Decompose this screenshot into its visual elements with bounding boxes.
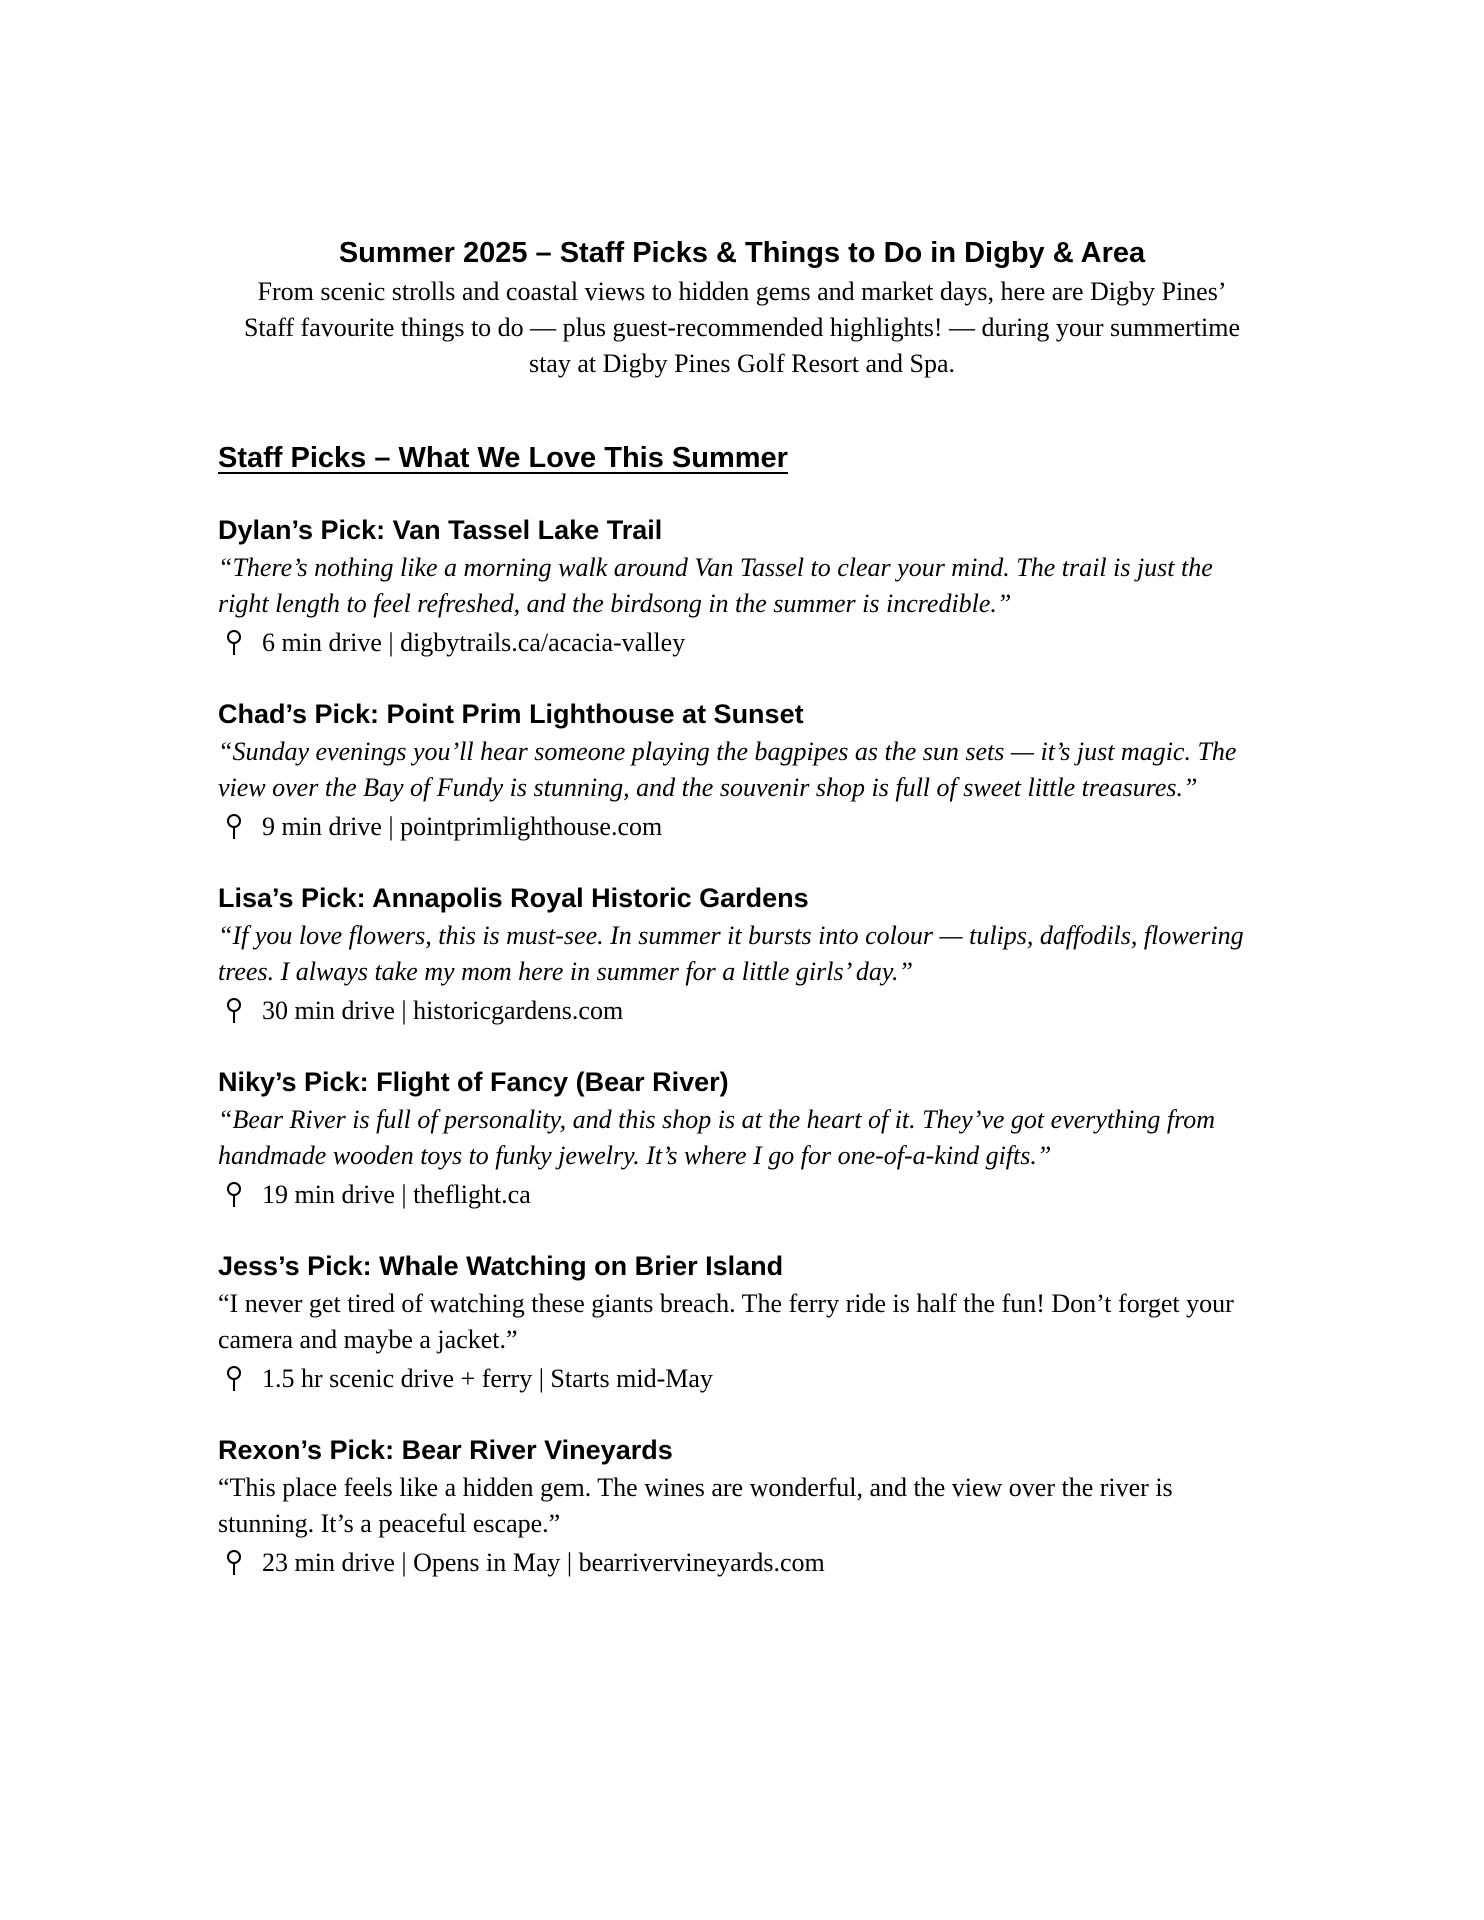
pick-info — [218, 808, 1266, 846]
pick-item — [218, 1062, 1266, 1214]
pick-info-text: 1.5 hr scenic drive + ferry | Starts mid-May — [262, 1364, 713, 1393]
pick-info — [218, 624, 1266, 662]
pick-info — [218, 1176, 1266, 1214]
pick-info-text: 30 min drive | historicgardens.com — [262, 996, 624, 1025]
pick-title: Dylan’s Pick: Van Tassel Lake Trail — [218, 515, 663, 545]
pick-title: Jess’s Pick: Whale Watching on Brier Island — [218, 1251, 784, 1281]
pick-quote: “If you love flowers, this is must-see. In summer it bursts into colour — tulips, daffodils, flowering trees. I always take my mom here in summer for a little girls’ day.” — [218, 921, 1244, 986]
pick-item — [218, 878, 1266, 1030]
pick-item — [218, 694, 1266, 846]
location-pin-icon — [222, 1365, 246, 1393]
pick-info-text: 9 min drive | pointprimlighthouse.com — [262, 812, 663, 841]
pick-item — [218, 1246, 1266, 1398]
pick-info-text: 6 min drive | digbytrails.ca/acacia-valley — [262, 628, 686, 657]
location-pin-icon — [222, 813, 246, 841]
location-pin-icon — [222, 1181, 246, 1209]
pick-item — [218, 1430, 1266, 1582]
pick-title: Rexon’s Pick: Bear River Vineyards — [218, 1435, 673, 1465]
pick-title: Niky’s Pick: Flight of Fancy (Bear River) — [218, 1067, 729, 1097]
pick-quote: “Bear River is full of personality, and this shop is at the heart of it. They’ve got everything from handmade wooden toys to funky jewelry. It’s where I go for one-of-a-kind gifts.” — [218, 1105, 1216, 1170]
section-heading: Staff Picks – What We Love This Summer — [218, 442, 788, 474]
pick-info — [218, 1360, 1266, 1398]
pick-title: Chad’s Pick: Point Prim Lighthouse at Sunset — [218, 699, 804, 729]
pick-quote: “I never get tired of watching these giants breach. The ferry ride is half the fun! Don’t forget your camera and maybe a jacket.” — [218, 1289, 1234, 1354]
document-page — [218, 232, 1266, 1582]
pick-info-text: 23 min drive | Opens in May | bearrivervineyards.com — [262, 1548, 825, 1577]
pick-title: Lisa’s Pick: Annapolis Royal Historic Gardens — [218, 883, 809, 913]
pick-info-text: 19 min drive | theflight.ca — [262, 1180, 531, 1209]
pick-info — [218, 992, 1266, 1030]
page-title: Summer 2025 – Staff Picks & Things to Do in Digby & Area — [338, 237, 1146, 269]
location-pin-icon — [222, 997, 246, 1025]
pick-item — [218, 510, 1266, 662]
location-pin-icon — [222, 629, 246, 657]
pick-quote: “Sunday evenings you’ll hear someone playing the bagpipes as the sun sets — it’s just magic. The view over the Bay of Fundy is stunning, and the souvenir shop is full of sweet little treasures.” — [218, 737, 1237, 802]
pick-quote: “This place feels like a hidden gem. The wines are wonderful, and the view over the river is stunning. It’s a peaceful escape.” — [218, 1473, 1173, 1538]
intro-paragraph: From scenic strolls and coastal views to hidden gems and market days, here are Digby Pines’ Staff favourite things to do — plus guest-recommended highlights! — during your summertime stay at Digby Pines Golf Resort and Spa. — [243, 277, 1241, 378]
pick-quote: “There’s nothing like a morning walk around Van Tassel to clear your mind. The trail is just the right length to feel refreshed, and the birdsong in the summer is incredible.” — [218, 553, 1213, 618]
pick-info — [218, 1544, 1266, 1582]
location-pin-icon — [222, 1549, 246, 1577]
